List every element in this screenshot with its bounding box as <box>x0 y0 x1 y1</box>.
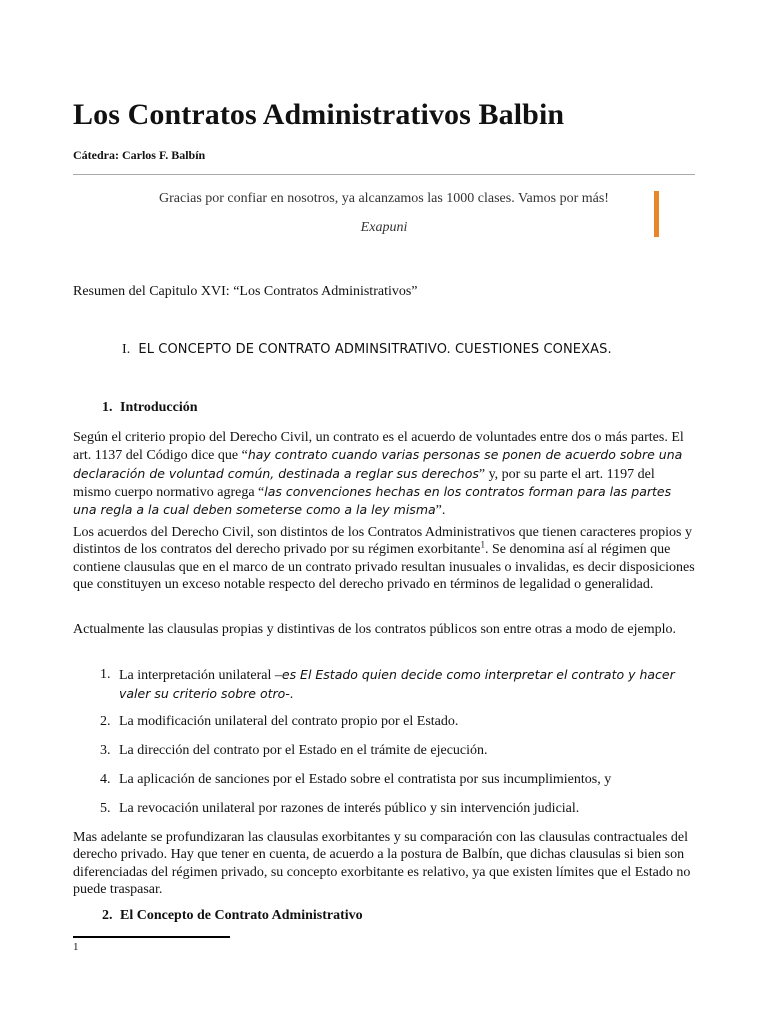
subsection-title: El Concepto de Contrato Administrativo <box>120 908 363 923</box>
list-item-number: 5. <box>100 801 111 816</box>
paragraph-text: . Se denomina así al régimen que contiene clausulas que en el marco de un contrato privado resultan inusuales o invalidas, es decir disposiciones que constituyen un exceso notable respecto del derecho privado en términos de legalidad o generalidad. <box>73 542 695 592</box>
section-title: EL CONCEPTO DE CONTRATO ADMINSITRATIVO. CUESTIONES CONEXAS. <box>138 342 612 357</box>
italic-quote: hay contrato cuando varias personas se ponen de acuerdo sobre una declaración de voluntad común, destinada a reglar sus derechos <box>73 447 683 481</box>
paragraph-text: ” y, por su parte el art. 1197 del mismo cuerpo normativo agrega “ <box>73 466 655 500</box>
list-item-text: La revocación unilateral por razones de interés público y sin intervención judicial. <box>119 801 580 816</box>
paragraph-text: ”. <box>435 503 446 519</box>
list-item <box>100 800 695 818</box>
list-item-number: 4. <box>100 772 111 787</box>
thanks-quote: Gracias por confiar en nosotros, ya alcanzamos las 1000 clases. Vamos por más! <box>159 191 609 206</box>
list-item-text: La dirección del contrato por el Estado en el trámite de ejecución. <box>119 743 488 758</box>
list-item-text: La interpretación unilateral – <box>119 668 282 683</box>
document-title: Los Contratos Administrativos Balbin <box>73 98 565 131</box>
paragraph-text: Según el criterio propio del Derecho Civil, un contrato es el acuerdo de voluntades entre dos o más partes. El art. 1137 del Código dice que “ <box>73 430 684 464</box>
footnote-reference[interactable]: 1 <box>480 539 485 550</box>
paragraph-intro <box>73 429 695 519</box>
paragraph-mas-adelante: Mas adelante se profundizaran las clausulas exorbitantes y su comparación con las clausulas contractuales del derecho privado. Hay que tener en cuenta, de acuerdo a la postura de Balbín, que dichas clausulas si bien son diferenciadas del régimen privado, su concepto exorbitante es relativo, ya que existen límites que el Estado no puede traspasar. <box>73 830 691 897</box>
subsection-title: Introducción <box>120 400 198 415</box>
footnote-separator <box>73 936 230 938</box>
section-heading <box>122 342 612 358</box>
paragraph-text: Los acuerdos del Derecho Civil, son distintos de los Contratos Administrativos que tienen caracteres propios y distintos de los contratos del derecho privado por su régimen exorbitante <box>73 525 692 558</box>
list-item-text: La modificación unilateral del contrato propio por el Estado. <box>119 714 459 729</box>
list-item-number: 1. <box>100 667 111 682</box>
list-item-number: 3. <box>100 743 111 758</box>
quote-accent-bar <box>654 191 659 237</box>
subsection-heading-introduccion <box>102 400 198 416</box>
list-item <box>100 771 695 789</box>
list-item <box>100 742 695 760</box>
paragraph-actualmente: Actualmente las clausulas propias y distintivas de los contratos públicos son entre otras a modo de ejemplo. <box>73 622 677 637</box>
list-item-text: . <box>289 687 294 702</box>
subsection-number: 1. <box>102 400 113 415</box>
catedra-line: Cátedra: Carlos F. Balbín <box>73 148 206 162</box>
footnote-number: 1 <box>73 941 79 953</box>
subsection-number: 2. <box>102 908 113 923</box>
list-item <box>100 713 695 731</box>
list-item <box>100 666 695 704</box>
paragraph-acuerdos <box>73 524 695 593</box>
section-number: I. <box>122 342 131 357</box>
quote-signature: Exapuni <box>360 220 408 235</box>
list-item-italic: es El Estado quien decide como interpretar el contrato y hacer valer su criterio sobre otro- <box>119 667 675 701</box>
italic-quote: las convenciones hechas en los contratos forman para las partes una regla a la cual deben someterse como a la ley misma <box>73 483 672 518</box>
chapter-summary-heading: Resumen del Capitulo XVI: “Los Contratos Administrativos” <box>73 284 418 299</box>
subsection-heading-concepto <box>102 908 363 924</box>
header-divider <box>73 174 695 175</box>
list-item-number: 2. <box>100 714 111 729</box>
list-item-text: La aplicación de sanciones por el Estado sobre el contratista por sus incumplimientos, y <box>119 772 612 787</box>
